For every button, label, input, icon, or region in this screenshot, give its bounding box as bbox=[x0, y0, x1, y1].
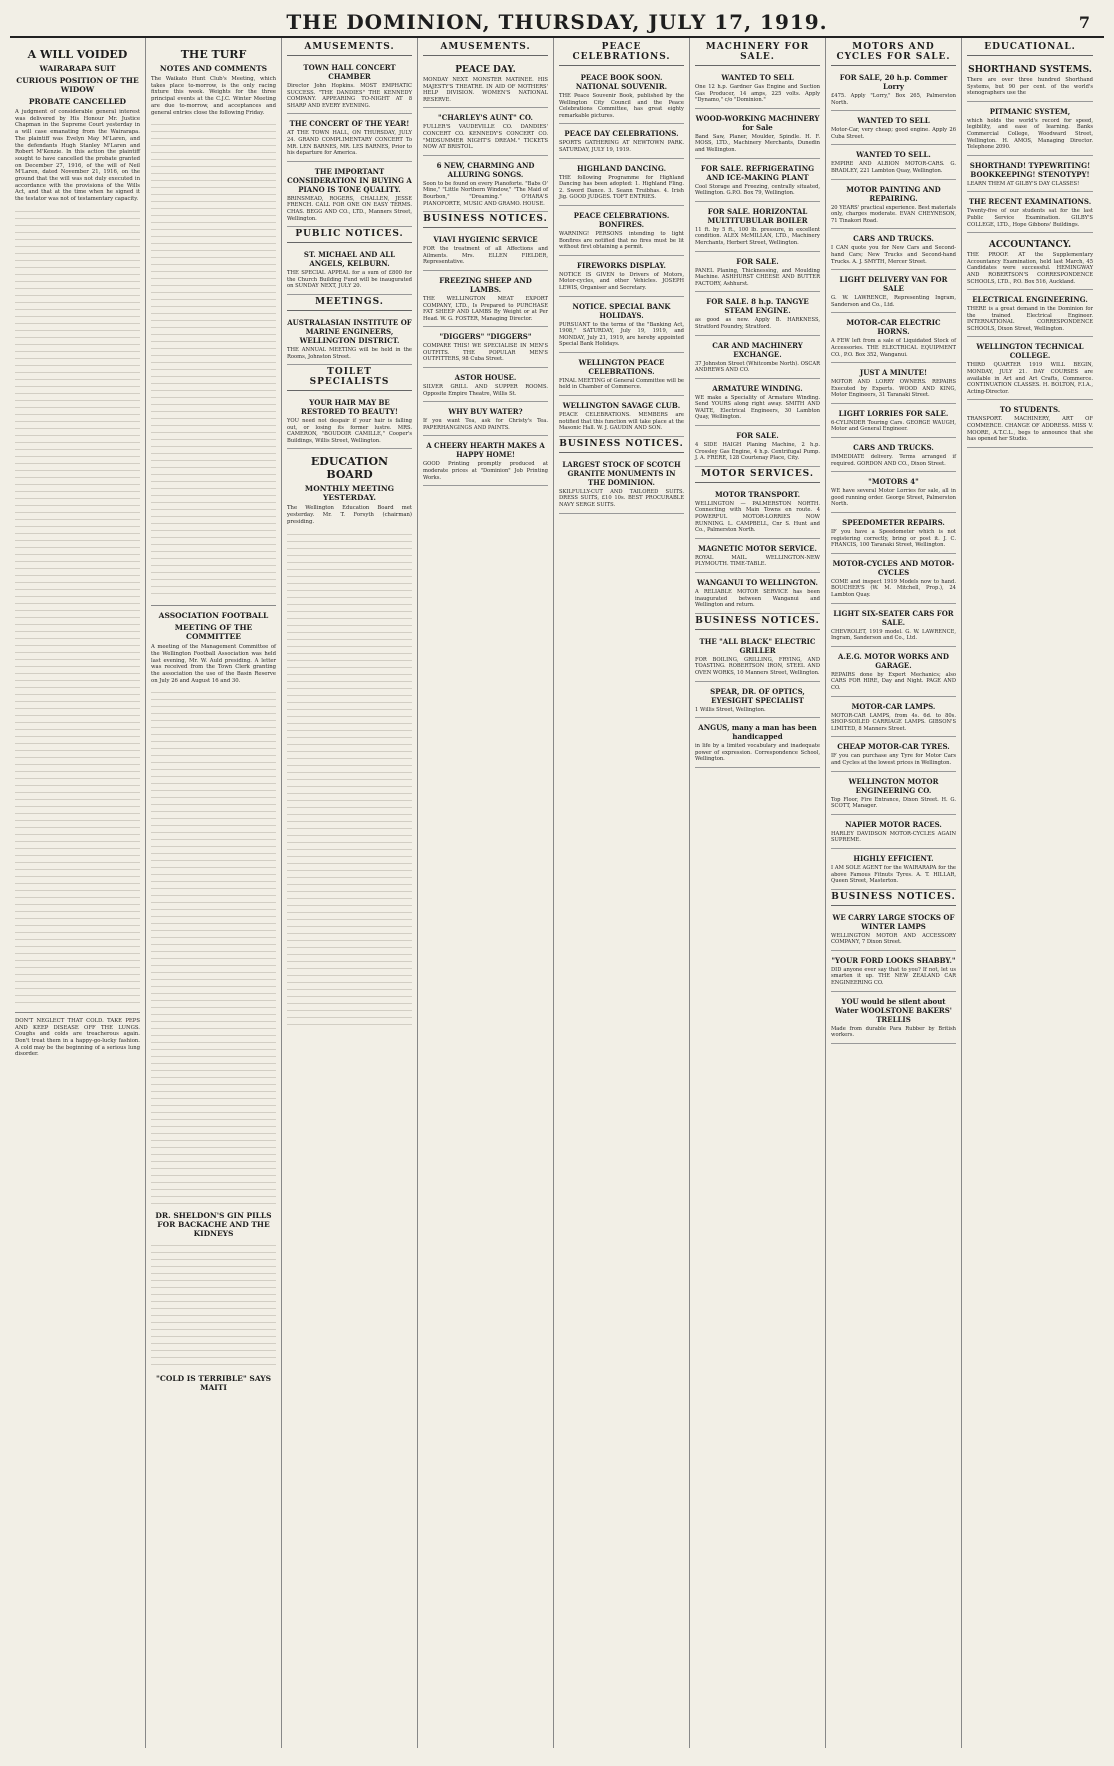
ad-title: A.E.G. MOTOR WORKS AND GARAGE. bbox=[838, 651, 949, 670]
ad-body: ROYAL MAIL. WELLINGTON-NEW PLYMOUTH. TIME-TABLE. bbox=[695, 554, 820, 568]
ad-body: 4 SIDE HAIGH Planing Machine, 2 h.p. Crossley Gas Engine, 4 h.p. Centrifugal Pump. J. A. FRERE, 128 Courtenay Place, City. bbox=[695, 442, 820, 462]
column-educational bbox=[962, 38, 1098, 1748]
ad-body: THE following Programme for Highland Dancing has been adopted: 1. Highland Fling. 2. Sword Dance. 3. Seann Truibhas. 4. Irish Jig. GOOD JUDGES. TOFT ENTRIES. bbox=[559, 174, 684, 201]
ad-title: CARS AND TRUCKS. bbox=[853, 443, 934, 453]
ad-body: A FEW left from a sale of Liquidated Stock of Accessories. THE ELECTRICAL EQUIPMENT CO., P.O. Box 352, Wanganui. bbox=[831, 338, 956, 358]
ad-title: "MOTORS 4" bbox=[868, 477, 919, 487]
ad-title: LIGHT LORRIES FOR SALE. bbox=[838, 408, 949, 418]
ad-title: JUST A MINUTE! bbox=[859, 368, 928, 378]
ad-body: 37 Johnston Street (Whitcombe North). OSCAR ANDREWS AND CO. bbox=[695, 360, 820, 374]
section-heading: EDUCATIONAL. bbox=[967, 42, 1093, 56]
ad-text-lines bbox=[151, 1241, 276, 1371]
ad-title: "COLD IS TERRIBLE" SAYS MAITI bbox=[155, 1374, 272, 1393]
section-heading: BUSINESS NOTICES. bbox=[559, 439, 684, 453]
ad-title: WELLINGTON TECHNICAL COLLEGE. bbox=[976, 342, 1084, 361]
column-news-will bbox=[10, 38, 146, 1748]
ad-body: Band Saw, Planer, Moulder, Spindle. H. F. MOSS, LTD., Machinery Merchants, Dunedin and Wellington. bbox=[695, 133, 820, 153]
ad-body: MONDAY NEXT. MONSTER MATINEE. HIS MAJESTY'S THEATRE. IN AID OF MOTHERS' HELP DIVISION. WOMEN'S NATIONAL RESERVE. bbox=[423, 77, 548, 103]
ad-body: 11 ft. by 5 ft., 100 lb. pressure, in excellent condition. ALEX McMILLAN, LTD., Machinery Merchants, Herbert Street, Wellington. bbox=[695, 226, 820, 246]
ad-body: DID anyone ever say that to you? If not, let us smarten it up. THE NEW ZEALAND CAR ENGINEERING CO. bbox=[831, 966, 956, 987]
ad-body: YOU need not despair if your hair is falling out, or losing its former lustre. MRS. CAMERON, "BOUDOIR CAMILLE," Cooper's Buildings, Willis Street, Wellington. bbox=[287, 418, 412, 444]
ad-body: SPORTS GATHERING AT NEWTOWN PARK. SATURDAY, JULY 19, 1919. bbox=[559, 140, 684, 153]
ad-title: MOTOR PAINTING AND REPAIRING. bbox=[846, 184, 941, 203]
column-peace bbox=[554, 38, 690, 1748]
ad-body: CHEVROLET, 1919 model. G. W. LAWRENCE, Ingram, Sanderson and Co., Ltd. bbox=[831, 628, 956, 642]
ad-title: LIGHT SIX-SEATER CARS FOR SALE. bbox=[833, 608, 954, 627]
ad-title: 6 NEW, CHARMING AND ALLURING SONGS. bbox=[436, 160, 535, 179]
ad-body: Twenty-five of our students sat for the last Public Service Examination. GILBY'S COLLEGE, LTD., Hope Gibbons' Buildings. bbox=[967, 208, 1093, 228]
ad-body: Director John Hopkins. MOST EMPHATIC SUCCESS. "THE DANDIES" THE KENNEDY COMPANY. APPEARING TO-NIGHT AT 8 SHARP AND EVERY EVENING. bbox=[287, 83, 412, 109]
ad-title: THE "ALL BLACK" ELECTRIC GRILLER bbox=[699, 636, 816, 655]
page-number: 7 bbox=[1078, 12, 1090, 32]
section-heading: BUSINESS NOTICES. bbox=[695, 616, 820, 630]
ad-title: LARGEST STOCK OF SCOTCH GRANITE MONUMENTS IN THE DOMINION. bbox=[562, 459, 681, 487]
ad-title: YOUR HAIR MAY BE RESTORED TO BEAUTY! bbox=[301, 398, 398, 417]
column-amusements-2 bbox=[418, 38, 554, 1748]
ad-title: THE IMPORTANT CONSIDERATION IN BUYING A PIANO IS TONE QUALITY. bbox=[287, 166, 412, 194]
ad-title: MOTOR-CYCLES AND MOTOR-CYCLES bbox=[832, 558, 955, 577]
ad-body: IF you have a Speedometer which is not registering correctly, bring or post it. J. C. FRANCIS, 100 Taranaki Street, Wellington. bbox=[831, 529, 956, 549]
ad-title: FOR SALE. HORIZONTAL MULTITUBULAR BOILER bbox=[707, 206, 808, 225]
column-turf bbox=[146, 38, 282, 1748]
headline-education: EDUCATION BOARD bbox=[310, 455, 389, 482]
section-heading: BUSINESS NOTICES. bbox=[423, 214, 548, 228]
ad-title: FOR SALE. REFRIGERATING AND ICE-MAKING PLANT bbox=[700, 163, 815, 182]
ad-title: CARS AND TRUCKS. bbox=[853, 234, 934, 244]
ad-body: Soon to be found on every Pianoforte. "Babs O' Mine," "Little Northern Window," "The Maid of Bourbon," "Dreaming." O'HARA'S PIANOFORTE, MUSIC AND GRAMO. HOUSE. bbox=[423, 180, 548, 207]
ad-title: WHY BUY WATER? bbox=[448, 407, 523, 417]
ad-body: WARNING! PERSONS intending to light Bonfires are notified that no fires must be lit without first obtaining a permit. bbox=[559, 230, 684, 251]
ad-body: Top Floor, Fire Entrance, Dixon Street. H. G. SCOTT, Manager. bbox=[831, 796, 956, 810]
ad-title: YOU would be silent about Water WOOLSTONE BAKERS' TRELLIS bbox=[835, 996, 952, 1024]
ad-body: WE make a Speciality of Armature Winding. Send YOURS along right away. SMITH AND WAITE, Electrical Engineers, 30 Lambton Quay, Wellington. bbox=[695, 394, 820, 421]
section-heading: AMUSEMENTS. bbox=[423, 42, 548, 56]
ad-title: WOOD-WORKING MACHINERY for Sale bbox=[695, 113, 820, 132]
divider bbox=[151, 605, 276, 606]
ad-body: Made from durable Para Rubber by British workers. bbox=[831, 1025, 956, 1039]
section-heading: AMUSEMENTS. bbox=[287, 42, 412, 56]
article-text-lines bbox=[287, 530, 412, 1030]
ad-body: SKILFULLY-CUT AND TAILORED SUITS. DRESS SUITS, £10 10s. BEST PROCURABLE NAVY SERGE SUITS. bbox=[559, 488, 684, 509]
ad-body: which holds the world's record for speed, legibility, and ease of learning. Banks Commercial College, Woodward Street, Wellington. H. AMOS, Managing Director. Telephone 2090. bbox=[967, 117, 1093, 151]
ad-body: REPAIRS done by Expert Mechanics; also CARS FOR HIRE, Day and Night. PAGE AND CO. bbox=[831, 671, 956, 691]
article-body: The Waikato Hunt Club's Meeting, which takes place to-morrow, is the only racing fixture this week. Weights for the three principal events at the C.J.C. Winter Meeting are due to-morrow, and acceptances and general entries close the following Friday. bbox=[151, 76, 276, 116]
ad-title: WE CARRY LARGE STOCKS OF WINTER LAMPS bbox=[832, 912, 955, 931]
column-amusements-1 bbox=[282, 38, 418, 1748]
ad-body: THE ANNUAL MEETING will be held in the Rooms, Johnston Street. bbox=[287, 346, 412, 360]
ad-body: Cool Storage and Freezing, centrally situated, Wellington. G.P.O. Box 79, Wellington. bbox=[695, 183, 820, 197]
ad-body: £475. Apply "Lorry," Box 265, Palmerston North. bbox=[831, 93, 956, 106]
ad-title: WELLINGTON MOTOR ENGINEERING CO. bbox=[848, 776, 939, 795]
ad-body: in life by a limited vocabulary and inadequate power of expression. Correspondence School, Wellington. bbox=[695, 743, 820, 763]
ad-body: Motor-Car, very cheap; good engine. Apply 26 Cuba Street. bbox=[831, 127, 956, 140]
column-motors bbox=[826, 38, 962, 1748]
headline-turf: THE TURF bbox=[180, 48, 247, 61]
ad-body: 6-CYLINDER Touring Cars. GEORGE WAUGH, Motor and General Engineer. bbox=[831, 419, 956, 433]
ad-title: THE RECENT EXAMINATIONS. bbox=[968, 197, 1092, 207]
ad-title: ST. MICHAEL AND ALL ANGELS, KELBURN. bbox=[303, 250, 396, 269]
ad-body: There are over three hundred Shorthand Systems, but 90 per cent. of the world's stenographers use the bbox=[967, 77, 1093, 97]
ad-title: WELLINGTON SAVAGE CLUB. bbox=[562, 401, 681, 411]
ad-body: FOR BOILING, GRILLING, FRYING, AND TOASTING. ROBERTSON IRON, STEEL AND OVEN WORKS, 10 Manners Street, Wellington. bbox=[695, 656, 820, 676]
ad-title: HIGHLY EFFICIENT. bbox=[853, 853, 934, 863]
ad-title: CHEAP MOTOR-CAR TYRES. bbox=[837, 742, 950, 752]
section-heading: PEACE CELEBRATIONS. bbox=[559, 42, 684, 66]
divider bbox=[15, 1012, 140, 1013]
ad-body: SILVER GRILL AND SUPPER ROOMS. Opposite Empire Theatre, Willis St. bbox=[423, 384, 548, 397]
ad-title: SPEAR, DR. OF OPTICS, EYESIGHT SPECIALIST bbox=[710, 686, 805, 705]
headline-will: A WILL VOIDED bbox=[27, 48, 128, 61]
ad-body: THE PROOF. AT the Supplementary Accountancy Examination, held last March, 45 Candidates were successful. HEMINGWAY AND ROBERTSON'S CORRESPONDENCE SCHOOLS, LTD., P.O. Box 516, Auckland. bbox=[967, 252, 1093, 285]
ad-body: PURSUANT to the terms of the "Banking Act, 1908," SATURDAY, July 19, 1919, and MONDAY, July 21, 1919, are hereby appointed Special Bank Holidays. bbox=[559, 321, 684, 348]
subhead: NOTES AND COMMENTS bbox=[159, 64, 268, 73]
subhead: MONTHLY MEETING YESTERDAY. bbox=[304, 484, 395, 503]
ad-body: COME and inspect 1919 Models now to hand. BOUCHER'S (W. M. Mitchell, Prop.), 24 Lambton Quay. bbox=[831, 578, 956, 598]
ad-title: SPEEDOMETER REPAIRS. bbox=[842, 518, 945, 528]
ad-body: LEARN THEM AT GILBY'S DAY CLASSES! bbox=[967, 180, 1080, 187]
columns bbox=[10, 38, 1104, 1748]
ad-body: WELLINGTON — PALMERSTON NORTH. Connecting with Main Towns en route. 4 POWERFUL MOTOR-LORRIES NOW RUNNING. L. CAMPBELL, Cnr S. Hunt and Co., Palmerston North. bbox=[695, 500, 820, 534]
ad-body: MOTOR-CAR LAMPS, from 4s. 6d. to 80s. SHOP-SOILED CARRIAGE LAMPS. GIBSON'S LIMITED, 8 Manners Street. bbox=[831, 712, 956, 732]
ad-title: VIAVI HYGIENIC SERVICE bbox=[433, 235, 538, 245]
subhead: PROBATE CANCELLED bbox=[28, 97, 127, 106]
ad-title: FOR SALE. bbox=[736, 431, 779, 441]
ad-peps: DON'T NEGLECT THAT COLD. TAKE PEPS AND KEEP DISEASE OFF THE LUNGS. Coughs and colds are treacherous again. Don't treat them in a happy-go-lucky fashion. A cold may be the beginning of a serious lung disorder. bbox=[15, 1017, 140, 1058]
ad-title: WELLINGTON PEACE CELEBRATIONS. bbox=[578, 357, 665, 376]
ad-title: MOTOR TRANSPORT. bbox=[714, 489, 801, 499]
ad-title: MAGNETIC MOTOR SERVICE. bbox=[698, 543, 817, 553]
ad-body: THE SPECIAL APPEAL for a sum of £800 for the Church Building Fund will be inaugurated on SUNDAY NEXT, JULY 20. bbox=[287, 270, 412, 290]
ad-title: "YOUR FORD LOOKS SHABBY." bbox=[831, 955, 956, 965]
ad-title: PITMANIC SYSTEM, bbox=[989, 106, 1071, 116]
ad-title: PEACE CELEBRATIONS. BONFIRES. bbox=[573, 210, 670, 229]
ad-title: FREEZING SHEEP AND LAMBS. bbox=[439, 275, 532, 294]
ad-body: IF you can purchase any Tyre for Motor Cars and Cycles at the lowest prices in Wellington. bbox=[831, 753, 956, 766]
section-heading: MOTORS AND CYCLES FOR SALE. bbox=[831, 42, 956, 66]
ad-body: If you want Tea, ask for Christy's Tea. PAPERHANGINGS AND PAINTS. bbox=[423, 418, 548, 431]
ad-body: EMPIRE AND ALBION MOTOR-CARS. G. BRADLEY, 221 Lambton Quay, Wellington. bbox=[831, 161, 956, 174]
ad-title: ACCOUNTANCY. bbox=[988, 240, 1072, 251]
ad-title: ANGUS, many a man has been handicapped bbox=[698, 723, 817, 742]
ad-body: FOR the treatment of all Affections and Ailments. Mrs. ELLEN FIELDER, Representative. bbox=[423, 246, 548, 266]
ad-body: I AM SOLE AGENT for the WAIRARAPA for the above Famous Fitnuts Tyres. A. T. HILLAR, Queen Street, Masterton. bbox=[831, 864, 956, 885]
ad-body: I CAN quote you for New Cars and Second-hand Cars; New Trucks and Second-hand Trucks. A. J. SMYTH, Mercer Street. bbox=[831, 245, 956, 265]
article-text-lines bbox=[151, 120, 276, 600]
ad-title: FOR SALE, 20 h.p. Commer Lorry bbox=[839, 73, 948, 91]
ad-title: THE CONCERT OF THE YEAR! bbox=[289, 119, 410, 129]
ad-body: THIRD QUARTER 1919 WILL BEGIN, MONDAY, JULY 21. DAY COURSES are available in Art and Art Crafts, Commerce. CONTINUATION CLASSES. H. BOLTON, F.I.A., Acting-Director. bbox=[967, 362, 1093, 395]
ad-body: THE Peace Souvenir Book, published by the Wellington City Council and the Peace Celebrations Committee, has great eighty remarkable pictures. bbox=[559, 93, 684, 119]
ad-title: WANTED TO SELL bbox=[721, 73, 794, 82]
ad-title: NOTICE. SPECIAL BANK HOLIDAYS. bbox=[572, 301, 671, 320]
masthead bbox=[10, 8, 1104, 38]
ad-title: WANGANUI TO WELLINGTON. bbox=[697, 578, 818, 587]
ad-title: WANTED TO SELL. bbox=[856, 150, 931, 160]
column-machinery bbox=[690, 38, 826, 1748]
ad-body: BRINSMEAD, ROGERS, CHALLEN, JESSE FRENCH. CALL FOR ONE ON EASY TERMS. CHAS. BEGG AND CO., LTD., Manners Street, Wellington. bbox=[287, 195, 412, 222]
ad-body: 1 Willis Street, Wellington. bbox=[695, 706, 766, 713]
ad-body: NOTICE IS GIVEN to Drivers of Motors, Motor-cycles, and other Vehicles. JOSEPH LEWIS, Organiser and Secretary. bbox=[559, 271, 684, 291]
ad-body: GOOD Printing promptly produced at moderate prices at "Dominion" Job Printing Works. bbox=[423, 461, 548, 481]
ad-title: CAR AND MACHINERY EXCHANGE. bbox=[712, 340, 803, 359]
ad-body: COMPARE THIS! WE SPECIALISE IN MEN'S OUTFITS. THE POPULAR MEN'S OUTFITTERS, 98 Cuba Street. bbox=[423, 343, 548, 363]
article-body: A meeting of the Management Committee of the Wellington Football Association was held last evening, Mr. W. Auld presiding. A letter was received from the Town Clerk granting the association the use of the Basin Reserve on July 26 and August 16 and 30. bbox=[151, 644, 276, 684]
ad-title: ASTOR HOUSE. bbox=[454, 373, 517, 383]
ad-title: NAPIER MOTOR RACES. bbox=[845, 819, 942, 829]
article-body: The Wellington Education Board met yesterday. Mr. T. Forsyth (chairman) presiding. bbox=[287, 505, 412, 525]
subhead: WAIRARAPA SUIT bbox=[39, 64, 116, 73]
ad-body: AT THE TOWN HALL, ON THURSDAY, JULY 24. GRAND COMPLIMENTARY CONCERT To MR. LEN BARNES, MR. LES BARNES, Prior to his departure for America. bbox=[287, 130, 412, 157]
ad-body: One 12 h.p. Gardner Gas Engine and Suction Gas Producer, 14 amps, 225 volts. Apply "Dynamo," c/o "Dominion." bbox=[695, 84, 820, 104]
ad-title: FIREWORKS DISPLAY. bbox=[577, 260, 666, 270]
ad-title: HIGHLAND DANCING. bbox=[576, 163, 667, 173]
masthead-title: THE DOMINION, THURSDAY, JULY 17, 1919. bbox=[286, 10, 828, 34]
ad-title: MOTOR-CAR ELECTRIC HORNS. bbox=[846, 318, 941, 337]
ad-body: as good as new. Apply B. HARKNESS, Stratford Foundry, Stratford. bbox=[695, 317, 820, 330]
ad-title: ARMATURE WINDING. bbox=[712, 383, 803, 393]
section-heading: TOILET SPECIALISTS bbox=[287, 367, 412, 391]
ad-title: DR. SHELDON'S GIN PILLS FOR BACKACHE AND THE KIDNEYS bbox=[155, 1211, 272, 1239]
ad-title: LIGHT DELIVERY VAN FOR SALE bbox=[839, 275, 948, 294]
ad-body: WE have several Motor Lorries for sale, all in good running order. George Street, Palmerston North. bbox=[831, 488, 956, 508]
section-heading: MOTOR SERVICES. bbox=[695, 469, 820, 483]
ad-title: FOR SALE. bbox=[736, 256, 779, 266]
ad-title: SHORTHAND SYSTEMS. bbox=[968, 65, 1092, 75]
ad-body: THE WELLINGTON MEAT EXPORT COMPANY, LTD., Is Prepared to PURCHASE FAT SHEEP AND LAMBS By Weight or at Per Head. W. G. FOSTER, Managing Director. bbox=[423, 295, 548, 322]
ad-body: FINAL MEETING of General Committee will be held in Chamber of Commerce. bbox=[559, 377, 684, 391]
ad-body: IMMEDIATE delivery. Terms arranged if required. GORDON AND CO., Dixon Street. bbox=[831, 454, 956, 467]
ad-title: TO STUDENTS. bbox=[999, 405, 1061, 415]
ad-title: "DIGGERS" "DIGGERS" bbox=[439, 332, 532, 342]
ad-body: TRANSPORT. MACHINERY, ART OF COMMERCE. CHANGE OF ADDRESS. MISS V. MOORE, A.T.C.L., begs to announce that she has opened her Studio. bbox=[967, 416, 1093, 443]
ad-body: MOTOR AND LORRY OWNERS. REPAIRS Executed by Experts. WOOD AND KING, Motor Engineers, 31 Taranaki Street. bbox=[831, 379, 956, 399]
ad-title: TOWN HALL CONCERT CHAMBER bbox=[303, 63, 396, 81]
ad-body: THERE is a great demand in the Dominion for the trained Electrical Engineer. INTERNATIONAL CORRESPONDENCE SCHOOLS, Dixon Street, Wellington. bbox=[967, 306, 1093, 332]
article-text-lines bbox=[151, 688, 276, 1208]
ad-title: SHORTHAND! TYPEWRITING! BOOKKEEPING! STENOTYPY! bbox=[969, 160, 1091, 179]
section-heading: PUBLIC NOTICES. bbox=[287, 229, 412, 243]
section-heading: MEETINGS. bbox=[287, 297, 412, 311]
ad-body: HARLEY DAVIDSON MOTOR-CYCLES AGAIN SUPREME. bbox=[831, 830, 956, 844]
ad-title: AUSTRALASIAN INSTITUTE OF MARINE ENGINEERS, WELLINGTON DISTRICT. bbox=[287, 317, 412, 345]
subhead: CURIOUS POSITION OF THE WIDOW bbox=[16, 76, 139, 94]
subhead: MEETING OF THE COMMITTEE bbox=[174, 623, 253, 642]
ad-body: PANEL Planing, Thicknessing, and Moulding Machine. ASHHURST CHEESE AND BUTTER FACTORY, Ashhurst. bbox=[695, 267, 820, 287]
section-heading: BUSINESS NOTICES. bbox=[831, 892, 956, 906]
ad-body: WELLINGTON MOTOR AND ACCESSORY COMPANY, 7 Dixon Street. bbox=[831, 932, 956, 946]
ad-title: PEACE DAY. bbox=[455, 65, 516, 75]
ad-title: A CHEERY HEARTH MAKES A HAPPY HOME! bbox=[426, 441, 545, 460]
article-text-lines bbox=[15, 207, 140, 1007]
ad-title: WANTED TO SELL bbox=[857, 116, 930, 126]
ad-title: PEACE BOOK SOON. NATIONAL SOUVENIR. bbox=[575, 73, 668, 91]
ad-title: MOTOR-CAR LAMPS. bbox=[851, 701, 936, 711]
ad-title: "CHARLEY'S AUNT" CO. bbox=[438, 113, 533, 123]
ad-body: G. W. LAWRENCE, Representing Ingram, Sanderson and Co., Ltd. bbox=[831, 295, 956, 308]
ad-title: ELECTRICAL ENGINEERING. bbox=[972, 295, 1088, 305]
ad-title: FOR SALE. 8 h.p. TANGYE STEAM ENGINE. bbox=[706, 297, 809, 316]
subhead: ASSOCIATION FOOTBALL bbox=[158, 611, 269, 621]
ad-body: 20 YEARS' practical experience. Best materials only, charges moderate. EVAN CHEYNESON, 71 Tinakori Road. bbox=[831, 204, 956, 224]
article-body: A judgment of considerable general interest was delivered by His Honour Mr. Justice Chapman in the Supreme Court yesterday in a will case emanating from the Wairarapa. The plaintiff was Evelyn May M'Laren, and the defendants Hugh Stanley M'Laren and Robert M'Kenzie. In this action the plaintiff sought to have cancelled the probate granted on December 27, 1916, of the will of Neil M'Laren, dated November 21, 1916, on the ground that the will was not duly executed in accordance with the provisions of the Wills Act, and that at the time when he signed it the testator was not of testamentary capacity. bbox=[15, 109, 140, 203]
ad-body: A RELIABLE MOTOR SERVICE has been inaugurated between Wanganui and Wellington and return. bbox=[695, 589, 820, 609]
ad-body: PEACE CELEBRATIONS. MEMBERS are notified that this function will take place at the Masonic Hall. W. J. GAUDIN AND SON. bbox=[559, 412, 684, 432]
ad-body: FULLER'S VAUDEVILLE CO. DANDIES' CONCERT CO. KENNEDY'S CONCERT CO. "MIDSUMMER NIGHT'S DREAM." TICKETS NOW AT BRISTOL. bbox=[423, 124, 548, 151]
ad-title: PEACE DAY CELEBRATIONS. bbox=[564, 129, 679, 139]
section-heading: MACHINERY FOR SALE. bbox=[695, 42, 820, 66]
